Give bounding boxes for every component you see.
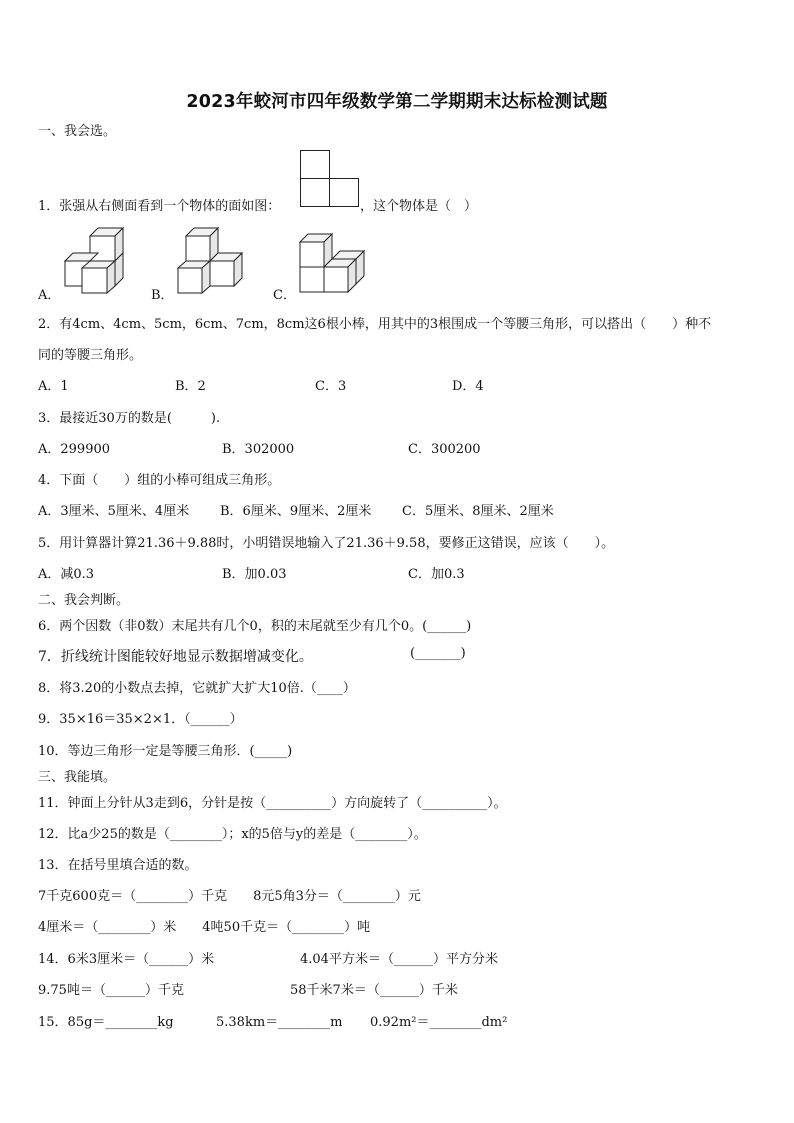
question-12-text: 12．比a少25的数是（________）；x的5倍与y的差是（________）。	[38, 827, 427, 842]
question-14-d: 58千米7米＝（______）千米	[290, 983, 458, 998]
section-2-heading: 二、我会判断。	[38, 593, 130, 608]
q4-option-b: B．6厘米、9厘米、2厘米	[220, 504, 372, 519]
question-10-text: 10．等边三角形一定是等腰三角形．(_____)	[38, 744, 293, 759]
question-1-text: 1．张强从右侧面看到一个物体的面如图：	[38, 199, 281, 214]
q4-option-c: C．5厘米、8厘米、2厘米	[402, 504, 554, 519]
question-8-text: 8．将3.20的小数点去掉，它就扩大扩大10倍.（____）	[38, 681, 356, 696]
option-b-figure	[176, 228, 246, 296]
question-14-c: 9.75吨＝（______）千克	[38, 983, 184, 998]
question-15-c: 0.92m²＝________dm²	[370, 1015, 508, 1030]
page-title: 2023年蛟河市四年级数学第二学期期末达标检测试题	[186, 92, 608, 112]
question-11-text: 11．钟面上分针从3走到6，分针是按（__________）方向旋转了（__________）。	[38, 796, 507, 811]
question-13-row-2: 4厘米＝（________）米 4吨50千克＝（________）吨	[38, 920, 371, 935]
q2-option-d: D．4	[452, 379, 484, 394]
q3-option-c: C．300200	[408, 442, 481, 457]
option-a-label: A．	[38, 288, 61, 303]
question-2-line-1: 2．有4cm、4cm、5cm，6cm、7cm，8cm这6根小棒，用其中的3根围成一个等腰三角形，可以搭出（ ）种不	[38, 317, 712, 332]
q2-option-a: A．1	[38, 379, 69, 394]
question-14-a: 14．6米3厘米＝（______）米	[38, 952, 215, 967]
q5-option-b: B．加0.03	[222, 567, 287, 582]
question-15-b: 5.38km＝________m	[216, 1015, 343, 1030]
question-7-text: 7．折线统计图能较好地显示数据增减变化。	[38, 649, 313, 665]
q2-option-b: B．2	[175, 379, 206, 394]
question-15-a: 15．85g＝________kg	[38, 1015, 174, 1030]
side-view-figure	[300, 150, 360, 208]
question-2-line-2: 同的等腰三角形。	[38, 348, 143, 363]
option-c-figure	[298, 234, 368, 296]
question-4-text: 4．下面（ ）组的小棒可组成三角形。	[38, 473, 281, 488]
question-13-text: 13．在括号里填合适的数。	[38, 858, 198, 873]
question-3-text: 3．最接近30万的数是( ).	[38, 411, 221, 426]
question-7-blank: (_______)	[410, 646, 466, 661]
q4-option-a: A．3厘米、5厘米、4厘米	[38, 504, 190, 519]
q3-option-b: B．302000	[222, 442, 295, 457]
q3-option-a: A．299900	[38, 442, 111, 457]
section-1-heading: 一、我会选。	[38, 124, 117, 139]
option-c-label: C．	[273, 288, 296, 303]
question-13-row-1: 7千克600克＝（________）千克 8元5角3分＝（________）元	[38, 889, 421, 904]
q5-option-c: C．加0.3	[408, 567, 465, 582]
q2-option-c: C．3	[315, 379, 347, 394]
question-6-text: 6．两个因数（非0数）末尾共有几个0，积的末尾就至少有几个0。(______)	[38, 619, 472, 634]
option-a-figure	[63, 228, 125, 296]
question-5-text: 5．用计算器计算21.36＋9.88时，小明错误地输入了21.36＋9.58，要修正这错误，应该（ ）。	[38, 536, 615, 551]
section-3-heading: 三、我能填。	[38, 770, 117, 785]
question-9-text: 9．35×16＝35×2×1．（______）	[38, 712, 243, 727]
q5-option-a: A．减0.3	[38, 567, 95, 582]
option-b-label: B．	[151, 288, 174, 303]
question-14-b: 4.04平方米＝（______）平方分米	[300, 952, 498, 967]
question-1-text-tail: ，这个物体是（ ）	[360, 199, 478, 214]
